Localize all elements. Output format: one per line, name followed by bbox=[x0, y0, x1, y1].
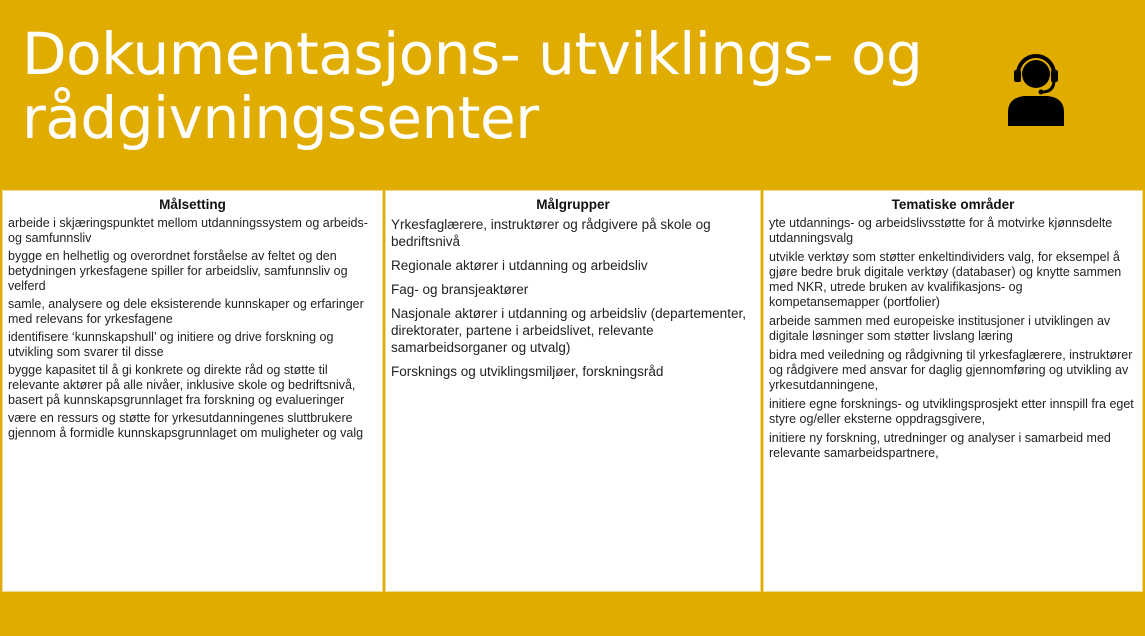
list-item: bygge kapasitet til å gi konkrete og direkte råd og støtte til relevante aktører på alle nivåer, inklusive skole og bedriftsnivå, basert på kunnskapsgrunnlaget fra forskning og evalueringer bbox=[8, 363, 356, 407]
goals-panel bbox=[2, 190, 383, 592]
list-item: Nasjonale aktører i utdanning og arbeidsliv (departementer, direktorater, partene i arbeidslivet, relevante samarbeidsorganer og utvalg) bbox=[391, 306, 746, 355]
list-item: arbeide sammen med europeiske institusjoner i utviklingen av digitale løsninger som støtter livslang læring bbox=[769, 314, 1111, 343]
list-item: arbeide i skjæringspunktet mellom utdanningssystem og arbeids- og samfunnsliv bbox=[8, 216, 368, 245]
target-groups-panel bbox=[385, 190, 761, 592]
list-item: initiere egne forsknings- og utviklingsprosjekt etter innspill fra eget styre og/eller eksterne oppdragsgivere, bbox=[769, 397, 1134, 426]
list-item: samle, analysere og dele eksisterende kunnskaper og erfaringer med relevans for yrkesfagene bbox=[8, 297, 364, 326]
list-item: bygge en helhetlig og overordnet forståelse av feltet og den betydningen yrkesfagene spiller for arbeidsliv, samfunnsliv og velferd bbox=[8, 249, 348, 293]
page-title: Dokumentasjons- utviklings- og rådgivningssenter bbox=[22, 20, 923, 152]
support-agent-headset-icon bbox=[1000, 50, 1072, 128]
thematic-areas-panel bbox=[763, 190, 1143, 592]
list-item: initiere ny forskning, utredninger og analyser i samarbeid med relevante samarbeidspartnere, bbox=[769, 431, 1111, 460]
list-item: utvikle verktøy som støtter enkeltindividers valg, for eksempel å gjøre bedre bruk digitale verktøy (databaser) og knytte sammen med NKR, utrede bruken av kvalifikasjons- og kompetansemapper (portfolier) bbox=[769, 250, 1122, 309]
list-item: bidra med veiledning og rådgivning til yrkesfaglærere, instruktører og rådgivere med ansvar for daglig gjennomføring og utvikling av yrkesutdanningene, bbox=[769, 348, 1133, 392]
list-item: være en ressurs og støtte for yrkesutdanningenes sluttbrukere gjennom å formidle kunnskapsgrunnlaget om muligheter og valg bbox=[8, 411, 364, 440]
list-item: yte utdannings- og arbeidslivsstøtte for å motvirke kjønnsdelte utdanningsvalg bbox=[769, 216, 1113, 245]
list-item: Regionale aktører i utdanning og arbeidsliv bbox=[391, 258, 648, 273]
goals-heading: Målsetting bbox=[159, 197, 226, 212]
list-item: Yrkesfaglærere, instruktører og rådgivere på skole og bedriftsnivå bbox=[391, 217, 711, 249]
list-item: Fag- og bransjeaktører bbox=[391, 282, 529, 297]
target-groups-heading: Målgrupper bbox=[536, 197, 610, 212]
list-item: identifisere ‘kunnskapshull’ og initiere og drive forskning og utvikling som svarer til disse bbox=[8, 330, 334, 359]
list-item: Forsknings og utviklingsmiljøer, forskningsråd bbox=[391, 364, 664, 379]
thematic-areas-heading: Tematiske områder bbox=[891, 197, 1015, 212]
